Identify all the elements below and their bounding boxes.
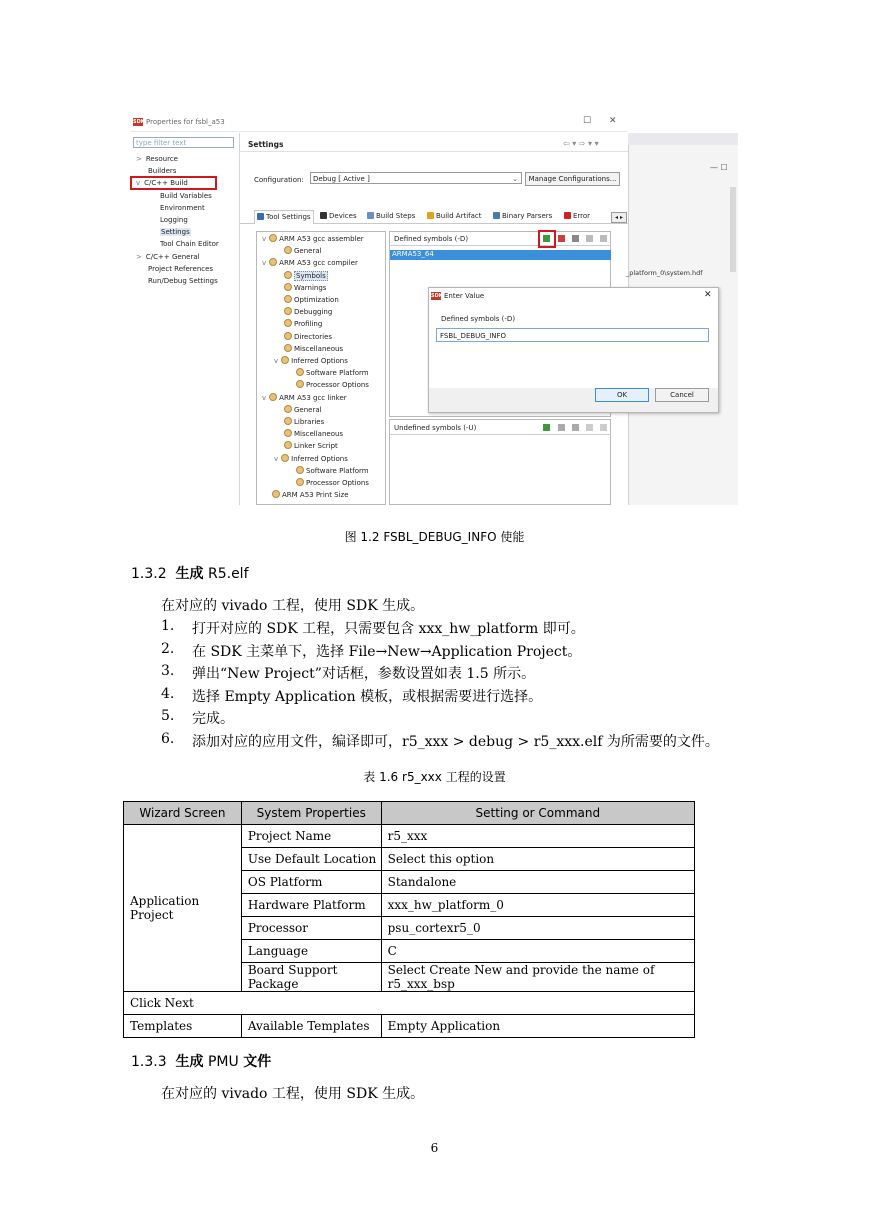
tool-tree-label: Software Platform	[306, 466, 369, 475]
tool-tree-item[interactable]	[274, 441, 338, 450]
tree-chevron-icon[interactable]: v	[262, 235, 267, 243]
tool-tree-item[interactable]	[274, 332, 332, 341]
gear-icon	[269, 234, 277, 242]
tool-tree-item[interactable]	[274, 283, 326, 292]
tool-tree-label: Warnings	[294, 283, 327, 292]
add-symbol-highlight	[538, 230, 556, 248]
tool-tree-item[interactable]	[274, 319, 322, 328]
tree-item-label: Settings	[161, 228, 190, 237]
tree-item-label: Run/Debug Settings	[148, 277, 218, 285]
step-number: 6.	[161, 731, 175, 747]
tab-icon	[257, 213, 264, 220]
tree-item-label: Tool Chain Editor	[160, 240, 219, 249]
setting-cell: Select this option	[381, 848, 694, 871]
tab-label: Build Steps	[376, 212, 416, 220]
header-system-properties: System Properties	[241, 802, 381, 825]
tool-tree-item[interactable]	[274, 356, 348, 365]
tree-item[interactable]	[136, 155, 178, 163]
tree-item[interactable]	[136, 179, 188, 187]
add-undefined-icon[interactable]	[543, 424, 550, 431]
tool-tree-label: ARM A53 gcc compiler	[279, 259, 358, 268]
tool-tree-item[interactable]	[274, 344, 343, 353]
dialog-ok-button[interactable]: OK	[595, 388, 649, 402]
gear-icon	[284, 441, 292, 449]
close-icon[interactable]: ✕	[609, 116, 617, 126]
background-path: _platform_0\system.hdf	[626, 269, 703, 277]
tree-item[interactable]	[160, 228, 191, 236]
setting-cell: Standalone	[381, 871, 694, 894]
step-text: 选择 Empty Application 模板，或根据需要进行选择。	[192, 688, 543, 705]
system-property-cell: Hardware Platform	[241, 894, 381, 917]
page-number: 6	[430, 1141, 439, 1155]
tool-tree-item[interactable]	[274, 307, 332, 316]
delete-symbol-icon[interactable]	[558, 235, 565, 242]
tool-tree-label: Software Platform	[306, 369, 369, 378]
tab-build-artifact[interactable]	[427, 210, 482, 223]
dialog-close-icon[interactable]: ✕	[704, 290, 712, 300]
step-text: 完成。	[192, 711, 234, 728]
tree-item-label: C/C++ Build	[144, 179, 188, 188]
tree-item-label: Logging	[160, 216, 188, 224]
window-title: Properties for fsbl_a53	[146, 118, 225, 126]
maximize-icon[interactable]: ☐	[583, 116, 592, 126]
tab-tool-settings[interactable]	[254, 210, 314, 224]
setting-cell: C	[381, 940, 694, 963]
system-property-cell: Board Support Package	[241, 963, 381, 992]
tree-item[interactable]	[148, 265, 213, 273]
undefined-symbols-label: Undefined symbols (-U)	[394, 424, 477, 432]
table-header-row	[124, 802, 695, 825]
gear-icon	[284, 283, 292, 291]
properties-window-screenshot	[130, 113, 738, 505]
tool-tree-item[interactable]	[262, 393, 347, 402]
tool-tree-label: ARM A53 Print Size	[282, 491, 349, 500]
tree-chevron-icon[interactable]: v	[262, 393, 267, 402]
dialog-title: Enter Value	[444, 292, 485, 300]
section-rest: R5.elf	[203, 566, 249, 582]
background-scrollbar[interactable]	[730, 187, 736, 272]
tab-label: Tool Settings	[266, 213, 311, 221]
gear-icon	[296, 380, 304, 388]
configuration-value: Debug [ Active ]	[313, 175, 370, 183]
tab-icon	[367, 212, 374, 219]
undefined-down-icon[interactable]	[600, 424, 607, 431]
tree-chevron-icon[interactable]: >	[136, 155, 142, 163]
tool-tree-label: Processor Options	[306, 381, 369, 390]
edit-undefined-icon[interactable]	[572, 424, 579, 431]
tool-tree-item[interactable]	[286, 478, 369, 487]
move-down-icon[interactable]	[600, 235, 607, 242]
intro-paragraph: 在对应的 vivado 工程，使用 SDK 生成。	[161, 598, 425, 614]
tab-icon	[564, 212, 571, 219]
section-heading-132	[131, 563, 249, 583]
gear-icon	[284, 405, 292, 413]
gear-icon	[296, 368, 304, 376]
figure-caption: 图 1.2 FSBL_DEBUG_INFO 使能	[344, 530, 525, 544]
tool-tree-item[interactable]	[262, 234, 364, 243]
dialog-value-input[interactable]: FSBL_DEBUG_INFO	[436, 328, 709, 342]
tool-tree-item[interactable]	[286, 368, 369, 377]
tool-tree-label: Miscellaneous	[294, 430, 344, 439]
tool-tree-label: Libraries	[294, 418, 325, 426]
tree-item-label: Builders	[148, 167, 177, 176]
dialog-sdk-icon: SDK	[431, 293, 443, 299]
tree-item-label: C/C++ General	[145, 252, 200, 261]
tool-tree-label: ARM A53 gcc assembler	[279, 235, 364, 243]
gear-icon	[284, 295, 292, 303]
step-text: 添加对应的应用文件，编译即可，r5_xxx > debug > r5_xxx.elf 为所需要的文件。	[192, 734, 719, 750]
gear-icon	[284, 332, 292, 340]
filter-input[interactable]: type filter text	[133, 137, 234, 148]
window-titlebar	[130, 113, 627, 132]
tab-icon	[493, 212, 500, 219]
step-number: 2.	[161, 640, 175, 657]
tool-tree-item[interactable]	[262, 258, 358, 267]
tab-icon	[320, 212, 327, 219]
gear-icon	[284, 417, 292, 425]
tree-item[interactable]	[148, 167, 176, 175]
tool-tree-label: Symbols	[296, 271, 326, 280]
manage-configurations-button[interactable]: Manage Configurations...	[525, 172, 620, 186]
table-row	[124, 825, 695, 848]
tool-tree-item[interactable]	[274, 417, 324, 426]
gear-icon	[281, 454, 289, 462]
sdk-logo-icon: SDK	[133, 119, 145, 125]
tool-tree-label: Inferred Options	[291, 454, 348, 463]
tool-tree-label: Profiling	[294, 320, 323, 329]
tool-tree-item[interactable]	[286, 466, 369, 475]
click-next-cell: Click Next	[124, 992, 695, 1015]
gear-icon	[284, 429, 292, 437]
step-text: 打开对应的 SDK 工程，只需要包含 xxx_hw_platform 即可。	[192, 621, 585, 637]
tree-item[interactable]	[136, 253, 200, 261]
tree-item-label: Build Variables	[160, 191, 212, 200]
section-middle: PMU	[203, 1054, 244, 1070]
delete-undefined-icon[interactable]	[558, 424, 565, 431]
tool-tree-label: Processor Options	[306, 479, 369, 487]
tab-label: Binary Parsers	[502, 212, 553, 220]
tab-label: Build Artifact	[436, 212, 482, 220]
settings-title: Settings	[248, 140, 284, 149]
system-property-cell: Use Default Location	[241, 848, 381, 871]
system-property-cell: Processor	[241, 917, 381, 940]
configuration-select[interactable]	[310, 172, 522, 184]
setting-cell: psu_cortexr5_0	[381, 917, 694, 940]
gear-icon	[284, 307, 292, 315]
enter-value-dialog	[428, 287, 719, 413]
tool-tree-label: Inferred Options	[291, 357, 348, 365]
chevron-down-icon: ⌄	[512, 175, 518, 183]
gear-icon	[296, 466, 304, 474]
dialog-cancel-button[interactable]: Cancel	[655, 388, 709, 402]
settings-table	[123, 801, 695, 1038]
setting-cell: Select Create New and provide the name of r5_xxx_bsp	[381, 963, 694, 992]
gear-icon	[269, 258, 277, 266]
tree-item[interactable]	[160, 216, 188, 224]
empty-application-cell: Empty Application	[381, 1015, 694, 1038]
tree-chevron-icon[interactable]: v	[262, 259, 267, 268]
tool-tree-item[interactable]	[274, 246, 322, 255]
section-heading-133	[131, 1051, 271, 1071]
pane-divider[interactable]	[239, 133, 240, 505]
tab-label: Error	[573, 212, 591, 220]
wizard-screen-cell: Application Project	[124, 825, 242, 992]
step-text: 弹出“New Project”对话框，参数设置如表 1.5 所示。	[192, 666, 536, 683]
header-setting: Setting or Command	[381, 802, 694, 825]
tab-binary-parsers[interactable]	[493, 210, 552, 223]
tab-label: Devices	[329, 212, 357, 220]
undefined-header-line	[389, 434, 611, 435]
tool-tree-item[interactable]	[274, 454, 348, 463]
setting-cell: r5_xxx	[381, 825, 694, 848]
tree-chevron-icon[interactable]: v	[136, 179, 141, 188]
tool-tree-label: Linker Script	[294, 442, 338, 451]
templates-cell: Templates	[124, 1015, 242, 1038]
tree-item-label: Environment	[160, 203, 205, 212]
gear-icon	[284, 246, 292, 254]
step-number: 5.	[161, 708, 175, 725]
defined-symbols-label: Defined symbols (-D)	[394, 235, 469, 243]
tool-tree-label: General	[294, 247, 322, 256]
tool-tree-label: Miscellaneous	[294, 344, 344, 353]
section-bold: 生成	[175, 566, 204, 582]
system-property-cell: Language	[241, 940, 381, 963]
tool-tree-label: General	[294, 405, 322, 414]
gear-icon	[284, 271, 292, 279]
tree-chevron-icon[interactable]: v	[274, 454, 279, 463]
step-number: 4.	[161, 685, 175, 702]
tree-item[interactable]	[148, 277, 218, 285]
defined-header-line	[389, 245, 611, 246]
tree-item-label: Project References	[148, 264, 214, 273]
step-number: 1.	[161, 618, 175, 634]
tab-build-steps[interactable]	[367, 210, 415, 223]
system-property-cell: Project Name	[241, 825, 381, 848]
gear-icon	[284, 344, 292, 352]
tree-chevron-icon[interactable]: >	[136, 252, 142, 261]
tool-tree-label: Directories	[294, 332, 333, 341]
section-bold-1: 生成	[175, 1054, 204, 1070]
edit-symbol-icon[interactable]	[572, 235, 579, 242]
table-row	[124, 992, 695, 1015]
table-caption: 表 1.6 r5_xxx 工程的设置	[363, 770, 506, 784]
configuration-label: Configuration:	[254, 176, 304, 184]
minimize-view-icon[interactable]: — ☐	[710, 163, 728, 172]
section-bold-2: 文件	[243, 1054, 272, 1070]
tool-tree-item[interactable]	[274, 295, 339, 304]
tree-item[interactable]	[160, 240, 219, 248]
background-toolbar	[628, 133, 738, 145]
table-body	[124, 825, 695, 1038]
step-text: 在 SDK 主菜单下，选择 File→New→Application Project。	[192, 643, 582, 660]
table-row	[124, 1015, 695, 1038]
tool-tree-label: Debugging	[294, 308, 333, 317]
outro-paragraph: 在对应的 vivado 工程，使用 SDK 生成。	[161, 1086, 425, 1102]
tool-tree-label: ARM A53 gcc linker	[279, 393, 347, 402]
tool-tree-item[interactable]	[262, 490, 349, 499]
tool-tree-item[interactable]	[286, 380, 369, 389]
tree-item[interactable]	[160, 204, 205, 212]
step-number: 3.	[161, 663, 175, 680]
nav-arrows-icon[interactable]: ⇦ ▾ ⇨ ▾ ▾	[563, 139, 599, 148]
gear-icon	[269, 393, 277, 401]
dialog-field-label: Defined symbols (-D)	[441, 315, 516, 323]
section-number: 1.3.2	[131, 566, 167, 582]
section-number: 1.3.3	[131, 1054, 167, 1070]
tab-error[interactable]	[564, 210, 590, 223]
gear-icon	[284, 319, 292, 327]
system-property-cell: OS Platform	[241, 871, 381, 894]
tree-item-label: Resource	[145, 155, 178, 163]
gear-icon	[272, 490, 280, 498]
header-wizard-screen: Wizard Screen	[124, 802, 242, 825]
tool-tree-label: Optimization	[294, 296, 339, 304]
tree-item[interactable]	[160, 192, 212, 200]
undefined-up-icon[interactable]	[586, 424, 593, 431]
title-divider	[240, 151, 630, 152]
tool-tree-item[interactable]	[274, 429, 343, 438]
move-up-icon[interactable]	[586, 235, 593, 242]
available-templates-cell: Available Templates	[241, 1015, 381, 1038]
tab-scroll-icon[interactable]: ◂ ▸	[611, 212, 627, 223]
gear-icon	[296, 478, 304, 486]
setting-cell: xxx_hw_platform_0	[381, 894, 694, 917]
tool-tree-item[interactable]	[274, 271, 328, 280]
tool-tree-item[interactable]	[274, 405, 322, 414]
defined-symbol-row[interactable]: ARMA53_64	[390, 250, 611, 260]
tab-icon	[427, 212, 434, 219]
gear-icon	[281, 356, 289, 364]
tab-devices[interactable]	[320, 210, 357, 223]
tree-chevron-icon[interactable]: v	[274, 357, 279, 365]
